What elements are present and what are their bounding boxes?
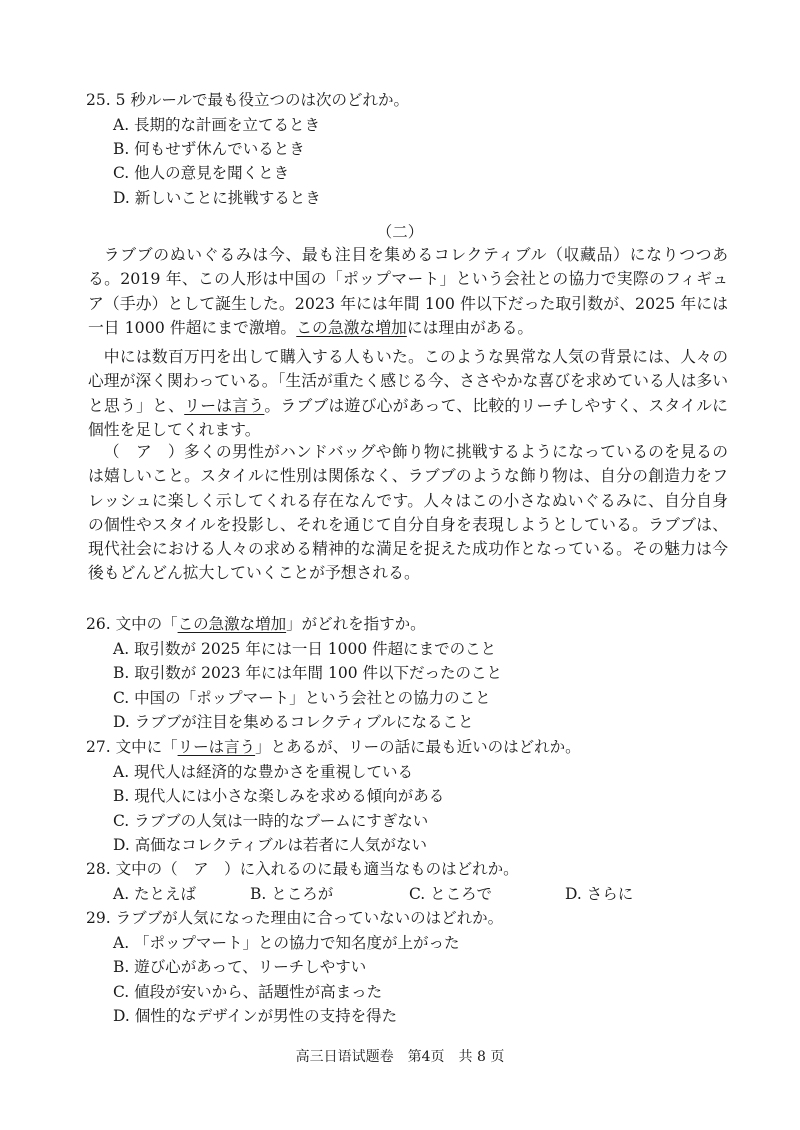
passage-p1-text-b: には理由がある。 bbox=[406, 317, 534, 337]
question-26-stem-a: 26. 文中の「 bbox=[86, 615, 178, 633]
passage-p1-text-a: ラブブのぬいぐるみは今、最も注目を集めるコレクティブル（収藏品）になりつつある。2019 年、この人形は中国の「ポップマート」という会社との協力で実際のフィギュア（手办）として誕生した。2023 年には年間 100 件以下だった取引数が、2025 年には一日 1000 件超にまで激増。 bbox=[88, 245, 728, 337]
question-27-option-d: D. 高価なコレクティブルは若者に人気がない bbox=[113, 836, 428, 854]
question-29-option-d: D. 個性的なデザインが男性の支持を得た bbox=[113, 1007, 398, 1025]
question-27-option-b: B. 現代人には小さな楽しみを求める傾向がある bbox=[113, 787, 445, 805]
question-26-option-d: D. ラブブが注目を集めるコレクティブルになること bbox=[113, 713, 474, 731]
question-25-option-d: D. 新しいことに挑戦するとき bbox=[113, 189, 321, 207]
passage-paragraph-3: （ ア ）多くの男性がハンドバッグや飾り物に挑戦するようになっているのを見るのは嬉しいこと。スタイルに性別は関係なく、ラブブのような飾り物は、自分の創造力をフレッシュに楽しく示してくれる存在なんです。人々はこの小さなぬいぐるみに、自分自身の個性やスタイルを投影し、それを通じて自分自身を表現しようとしている。ラブブは、現代社会における人々の求める精神的な満足を捉えた成功作となっている。その魅力は今後もどんどん拡大していくことが予想される。 bbox=[88, 442, 728, 583]
question-26-stem bbox=[86, 612, 426, 634]
question-25-stem: 25. 5 秒ルールで最も役立つのは次のどれか。 bbox=[86, 91, 410, 109]
passage-paragraph-1 bbox=[88, 243, 728, 340]
question-25-option-b: B. 何もせず休んでいるとき bbox=[113, 140, 305, 158]
passage-paragraph-2 bbox=[88, 345, 728, 442]
page-footer: 高三日语试题卷 第4页 共 8 页 bbox=[295, 1049, 505, 1065]
question-27-stem-underlined: リーは言う bbox=[177, 738, 256, 756]
passage-p2-underlined: リーは言う bbox=[184, 395, 265, 415]
question-26-option-a: A. 取引数が 2025 年には一日 1000 件超にまでのこと bbox=[113, 640, 497, 658]
passage-p2-text-a: 中には数百万円を出して購入する人もいた。このような異常な人気の背景には、人々の心理が深く関わっている。「生活が重たく感じる今、ささやかな喜びを求めている人は多いと思う」と、 bbox=[88, 347, 728, 415]
question-26-stem-underlined: この急激な増加 bbox=[177, 615, 287, 633]
question-27-stem bbox=[86, 735, 581, 757]
question-28-option-b: B. ところが bbox=[250, 885, 334, 903]
question-28-option-d: D. さらに bbox=[565, 885, 634, 903]
passage-p1-underlined: この急激な増加 bbox=[296, 317, 407, 337]
question-26-option-c: C. 中国の「ポップマート」という会社との協力のこと bbox=[113, 689, 491, 707]
question-26-stem-b: 」がどれを指すか。 bbox=[286, 615, 426, 633]
question-27-stem-a: 27. 文中に「 bbox=[86, 738, 178, 756]
question-25-option-a: A. 長期的な計画を立てるとき bbox=[113, 116, 321, 134]
passage-p2-text-b: 。ラブブは遊び心があって、比較的リーチしやすく、スタイルに個性を足してくれます。 bbox=[88, 395, 728, 439]
question-26-option-b: B. 取引数が 2023 年には年間 100 件以下だったのこと bbox=[113, 664, 502, 682]
question-27-option-a: A. 現代人は経済的な豊かさを重視している bbox=[113, 763, 414, 781]
question-27-option-c: C. ラブブの人気は一時的なブームにすぎない bbox=[113, 812, 429, 830]
section-title: （二） bbox=[376, 223, 424, 241]
question-25-option-c: C. 他人の意見を聞くとき bbox=[113, 164, 290, 182]
question-29-stem: 29. ラブブが人気になった理由に合っていないのはどれか。 bbox=[86, 909, 504, 927]
question-29-option-b: B. 遊び心があって、リーチしやすい bbox=[113, 958, 367, 976]
question-29-option-c: C. 値段が安いから、話題性が高まった bbox=[113, 983, 383, 1001]
question-29-option-a: A. 「ポップマート」との協力で知名度が上がった bbox=[113, 934, 460, 952]
question-28-stem: 28. 文中の（ ア ）に入れるのに最も適当なものはどれか。 bbox=[86, 860, 519, 878]
question-27-stem-b: 」とあるが、リーの話に最も近いのはどれか。 bbox=[255, 738, 581, 756]
question-28-option-c: C. ところで bbox=[409, 885, 493, 903]
question-28-option-a: A. たとえば bbox=[113, 885, 197, 903]
